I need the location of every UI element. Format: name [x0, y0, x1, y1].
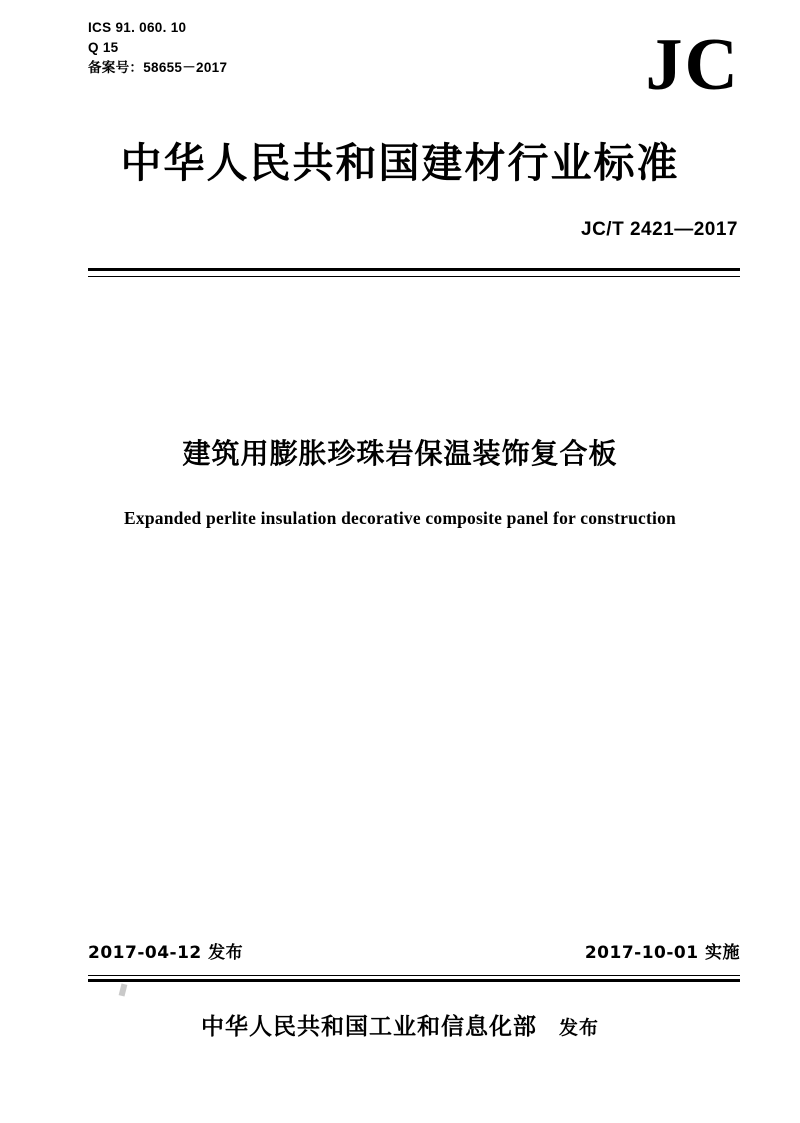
- header-rule-thin: [88, 276, 740, 277]
- national-standard-title: 中华人民共和国建材行业标准: [120, 139, 680, 187]
- jc-logo: JC: [645, 24, 740, 106]
- stray-ink-mark: [119, 983, 128, 996]
- header-block: [88, 18, 740, 128]
- ics-code: ICS 91. 060. 10: [88, 20, 187, 35]
- standard-number: JC/T 2421—2017: [581, 219, 738, 240]
- issue-date: 2017-04-12 发布: [88, 943, 244, 963]
- header-rule-thick: [88, 268, 740, 271]
- issuing-authority: [0, 1008, 800, 1041]
- record-number: 备案号：58655－2017: [88, 60, 228, 75]
- document-title-english: Expanded perlite insulation decorative composite panel for construction: [124, 508, 676, 528]
- issuing-authority-verb: 发布: [558, 1017, 599, 1039]
- classification-code: Q 15: [88, 40, 119, 55]
- issuing-authority-name: 中华人民共和国工业和信息化部: [200, 1014, 537, 1040]
- ics-block: [88, 18, 227, 78]
- effective-date: 2017-10-01 实施: [584, 943, 740, 963]
- footer-rule-thin: [88, 975, 740, 976]
- footer-rule-thick: [88, 979, 740, 982]
- document-title-chinese: 建筑用膨胀珍珠岩保温装饰复合板: [182, 437, 618, 470]
